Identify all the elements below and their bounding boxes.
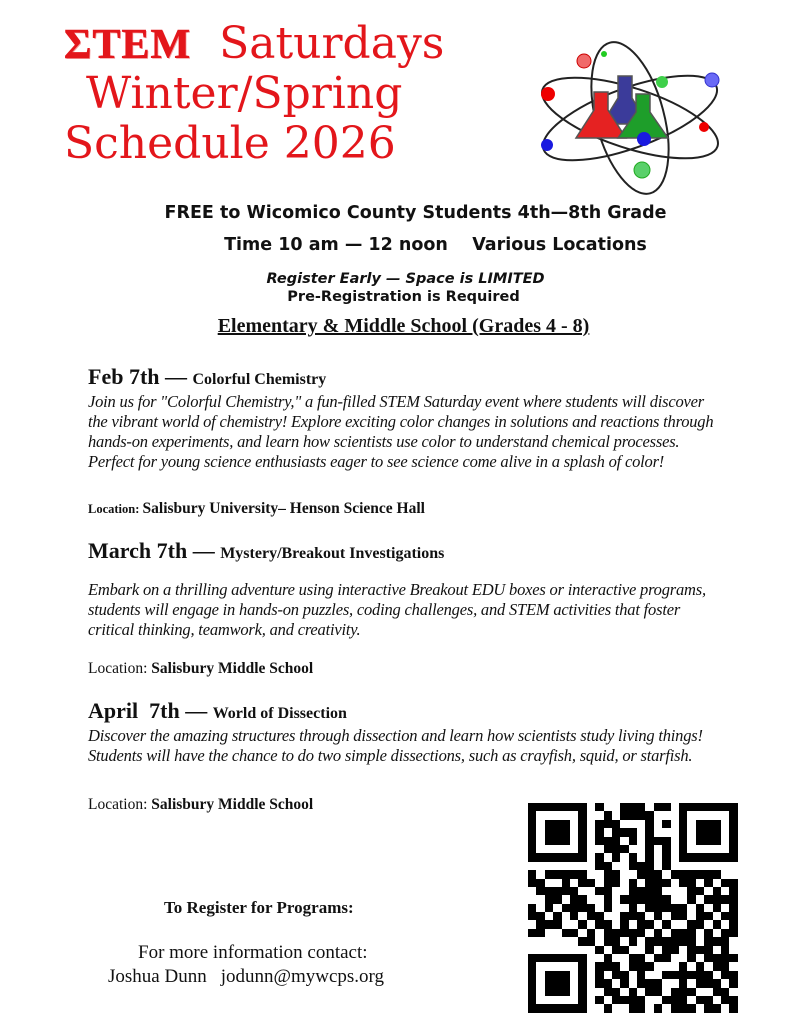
event-name: World of Dissection	[212, 705, 347, 722]
stem-logo-text: ΣΤΕΜ	[64, 22, 192, 68]
event-description: Join us for "Colorful Chemistry," a fun-filled STEM Saturday event where students will discover the vibrant world of chemistry! Explore exciting color changes in solutions and reactions through hands-on experiments, and learn how scientists use color to understand chemical processes. Perfect for young science enthusiasts eager to see science come alive in a splash of color!	[88, 392, 714, 471]
event-name: Colorful Chemistry	[192, 371, 327, 388]
title-line-1	[64, 18, 445, 69]
time-location-line	[40, 235, 791, 255]
event-date: April 7th	[88, 698, 180, 723]
event-description: Embark on a thrilling adventure using interactive Breakout EDU boxes or interactive programs, students will engage in hands-on puzzles, coding challenges, and STEM activities that foster critical thinking, teamwork, and creativity.	[88, 580, 706, 639]
eligibility-text: to Wicomico County Students 4th—8th Grade	[213, 203, 667, 223]
event-heading: April 7th — World of Dissection	[88, 698, 347, 723]
event-date: Feb 7th	[88, 364, 160, 389]
event-name: Mystery/Breakout Investigations	[220, 545, 445, 562]
location-value: Salisbury Middle School	[151, 796, 314, 813]
free-label: FREE	[164, 203, 214, 223]
contact-line	[108, 966, 384, 988]
registration-qr-code[interactable]	[528, 803, 738, 1013]
grades-heading: Elementary & Middle School (Grades 4 - 8)	[217, 315, 590, 337]
event-march	[88, 540, 718, 640]
event-heading: Feb 7th — Colorful Chemistry	[88, 364, 327, 389]
atom-with-flasks-icon	[532, 38, 728, 196]
eligibility-line	[20, 203, 791, 223]
location-label: Location:	[88, 796, 152, 813]
register-early-notice: Register Early — Space is LIMITED	[266, 271, 545, 287]
locations-text: Various Locations	[472, 235, 647, 255]
event-feb	[88, 366, 718, 472]
title-line-2: Winter/Spring	[86, 68, 403, 119]
time-text: Time 10 am — 12 noon	[224, 235, 448, 255]
location-value: Salisbury University– Henson Science Hall	[142, 500, 425, 517]
preregistration-notice: Pre-Registration is Required	[287, 289, 520, 305]
location-value: Salisbury Middle School	[151, 660, 314, 677]
contact-label: For more information contact:	[138, 942, 368, 963]
event-location	[88, 500, 425, 518]
event-description: Discover the amazing structures through dissection and learn how scientists study living things! Students will have the chance to do two simple dissections, such as crayfish, squid, or starfish.	[88, 726, 703, 765]
title-line-3: Schedule 2026	[64, 118, 396, 169]
event-location	[88, 796, 313, 814]
location-label: Location:	[88, 502, 143, 516]
location-label: Location:	[88, 660, 152, 677]
title-saturdays: Saturdays	[219, 18, 445, 69]
event-april	[88, 700, 718, 766]
contact-email[interactable]: jodunn@mywcps.org	[220, 966, 385, 987]
register-label: To Register for Programs:	[164, 898, 354, 917]
event-location	[88, 660, 313, 678]
event-date: March 7th	[88, 538, 188, 563]
event-heading: March 7th — Mystery/Breakout Investigations	[88, 538, 445, 563]
contact-name: Joshua Dunn	[108, 966, 207, 987]
